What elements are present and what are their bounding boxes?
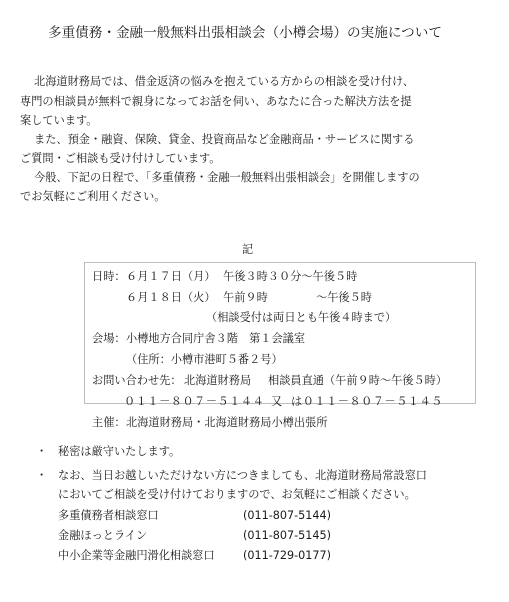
reception-note: （相談受付は両日とも午後４時まで） xyxy=(206,311,397,324)
contact-direct: 相談員直通（午前９時～午後５時） xyxy=(268,374,448,387)
date2-end: ～午後５時 xyxy=(316,291,372,304)
date1-time: 午後３時３０分～午後５時 xyxy=(223,270,358,283)
contact-phone: (011-807-5145) xyxy=(243,529,331,542)
note-confidentiality: 秘密は厳守いたします。 xyxy=(58,445,181,458)
paragraph-line: 専門の相談員が無料で親身になってお話を伺い、あなたに合った解決方法を提 xyxy=(20,95,412,108)
phone-2: は０１１－８０７－５１４５ xyxy=(291,395,443,408)
venue-name: 小樽地方合同庁舎３階 第１会議室 xyxy=(126,332,306,345)
note-permanent-desk-line1: なお、当日お越しいただけない方につきましても、北海道財務局常設窓口 xyxy=(58,469,427,482)
paragraph-line: 北海道財務局では、借金返済の悩みを抱えている方からの相談を受け付け、 xyxy=(34,75,414,88)
contact-phone: (011-807-5144) xyxy=(243,509,331,522)
paragraph-line: ご質問・ご相談も受け付けしています。 xyxy=(20,152,221,165)
contact-org: 北海道財務局 xyxy=(184,374,252,387)
contact-name: 金融ほっとライン xyxy=(58,529,148,542)
note-bullet: ・ xyxy=(36,469,48,482)
document-title: 多重債務・金融一般無料出張相談会（小樽会場）の実施について xyxy=(48,25,442,41)
date2-day: ６月１８日（火） xyxy=(126,291,216,304)
paragraph-line: でお気軽にご利用ください。 xyxy=(20,190,166,203)
phone-1: ０１１－８０７－５１４４ xyxy=(124,395,265,408)
contact-phone: (011-729-0177) xyxy=(243,549,331,562)
venue-label: 会場： xyxy=(92,332,126,345)
or-word: 又 xyxy=(271,395,283,408)
venue-address: （住所：小樽市港町５番２号） xyxy=(126,353,283,366)
ki-heading: 記 xyxy=(242,243,254,256)
contact-name: 中小企業等金融円滑化相談窓口 xyxy=(58,549,215,562)
organizer-name: 北海道財務局・北海道財務局小樽出張所 xyxy=(126,416,328,429)
date1-day: ６月１７日（月） xyxy=(126,270,216,283)
paragraph-line: 案しています。 xyxy=(20,114,98,127)
organizer-label: 主催： xyxy=(92,416,126,429)
date-label: 日時： xyxy=(92,270,126,283)
note-permanent-desk-line2: においてご相談を受け付けておりますので、お気軽にご相談ください。 xyxy=(58,488,416,501)
contact-name: 多重債務者相談窓口 xyxy=(58,509,159,522)
paragraph-line: また、預金・融資、保険、貸金、投資商品など金融商品・サービスに関する xyxy=(34,133,415,146)
date2-start: 午前９時 xyxy=(223,291,268,304)
paragraph-line: 今般、下記の日程で、「多重債務・金融一般無料出張相談会」を開催しますの xyxy=(34,171,420,184)
contact-label: お問い合わせ先： xyxy=(92,374,182,387)
note-bullet: ・ xyxy=(36,445,48,458)
